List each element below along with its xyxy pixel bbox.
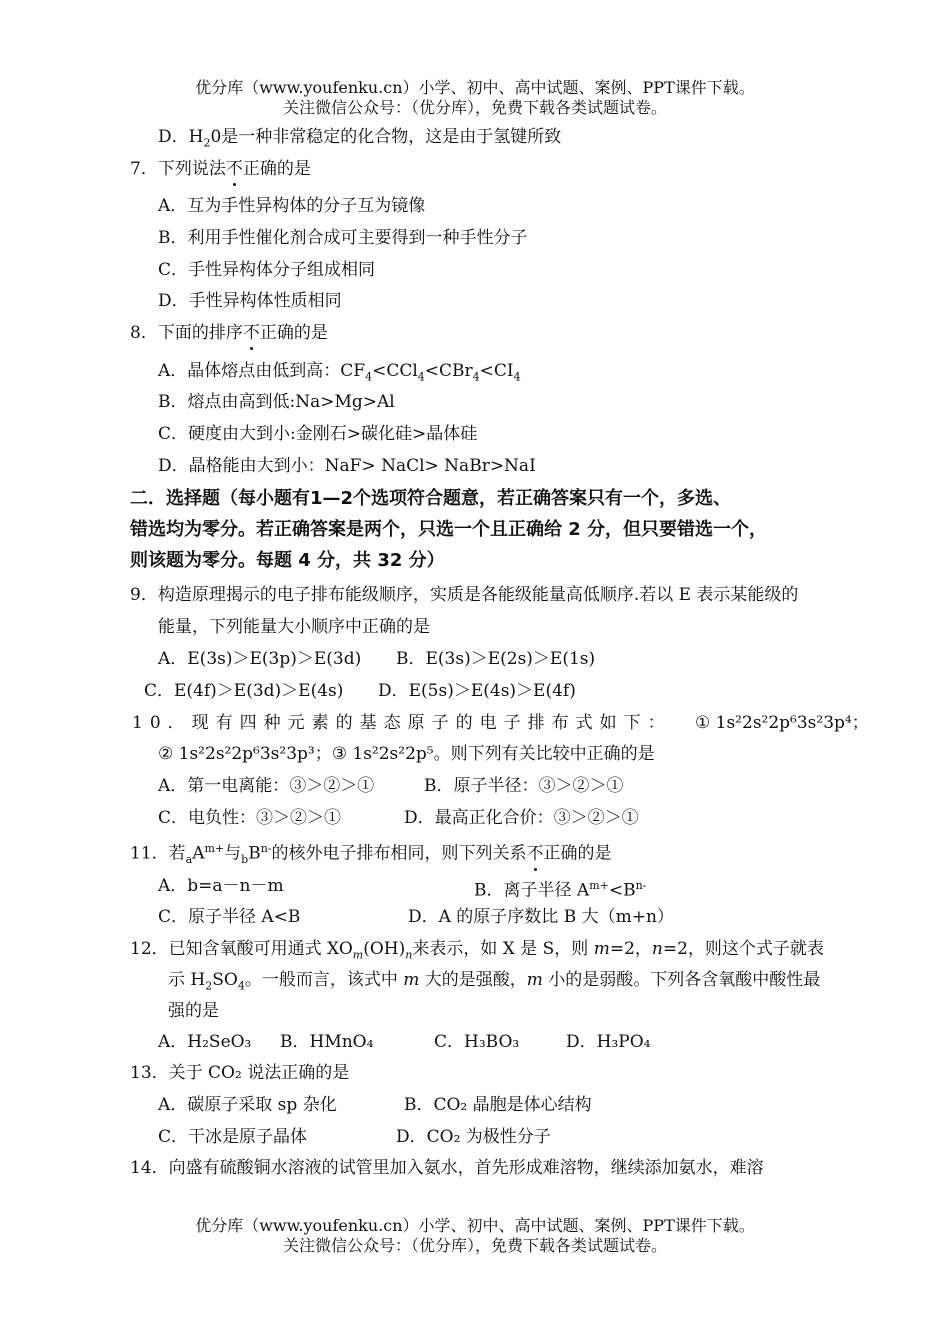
q10-option-d: D．最高正化合价：③＞②＞① <box>404 808 639 828</box>
page-footer-line2: 关注微信公众号：（优分库），免费下载各类试题试卷。 <box>282 1236 667 1255</box>
q7-option-d: D．手性异构体性质相同 <box>158 291 342 311</box>
section2-heading-line3: 则该题为零分。每题 4 分，共 32 分） <box>130 550 445 571</box>
q8-option-b: B．熔点由高到低:Na>Mg>Al <box>158 392 395 412</box>
q10-stem-line1: 10．现有四种元素的基态原子的电子排布式如下： <box>132 713 672 733</box>
q10-option-b: B．原子半径：③＞②＞① <box>424 776 624 796</box>
q10-stem-line2: ② 1s²2s²2p⁶3s²3p³；③ 1s²2s²2p⁵。则下列有关比较中正确的是 <box>158 744 655 764</box>
q9-option-a: A．E(3s)＞E(3p)＞E(3d) <box>158 649 362 669</box>
page-header-line2: 关注微信公众号：（优分库），免费下载各类试题试卷。 <box>282 98 667 117</box>
section2-heading-line2: 错选均为零分。若正确答案是两个，只选一个且正确给 2 分，但只要错选一个， <box>130 519 768 540</box>
emphasis-dot-char: 不 <box>242 323 260 343</box>
q13-option-b: B．CO₂ 晶胞是体心结构 <box>404 1095 592 1115</box>
q7-option-b: B．利用手性催化剂合成可主要得到一种手性分子 <box>158 228 528 248</box>
q10-config-1: ① 1s²2s²2p⁶3s²3p⁴； <box>695 713 869 733</box>
q9-option-b: B．E(3s)＞E(2s)＞E(1s) <box>396 649 596 669</box>
section2-heading-line1: 二．选择题（每小题有1—2个选项符合题意，若正确答案只有一个，多选、 <box>130 488 732 509</box>
q13-option-c: C．干冰是原子晶体 <box>158 1127 308 1147</box>
q8-stem: 8．下面的排序不正确的是 <box>130 323 328 343</box>
q12-stem-line1: 12．已知含氧酸可用通式 $XO_m(OH)_n$来表示，如 X 是 S，则 m=2，n=2，则这个式子就表 <box>130 939 824 962</box>
q9-option-c: C．E(4f)＞E(3d)＞E(4s) <box>144 681 344 701</box>
q13-option-d: D．CO₂ 为极性分子 <box>396 1127 551 1147</box>
q12-stem-line2: 示 $H_2SO_4$。一般而言，该式中 m 大的是强酸，m 小的是弱酸。下列各含氧酸中酸性最 <box>168 970 821 993</box>
q14-stem-line1: 14．向盛有硫酸铜水溶液的试管里加入氨水，首先形成难溶物，继续添加氨水，难溶 <box>130 1158 764 1178</box>
q12-option-a: A．H₂SeO₃ <box>158 1032 252 1052</box>
page-header-line1: 优分库（www.youfenku.cn）小学、初中、高中试题、案例、PPT课件下载。 <box>195 78 755 97</box>
q8-option-a: A．晶体熔点由低到高：$CF_4<CCl_4<CBr_4<CI_4$ <box>158 361 521 384</box>
q11-stem: 11．若$_aA^{m+}$与$_bB^{n-}$的核外电子排布相同，则下列关系不正确的是 <box>130 842 612 867</box>
q11-option-a: A．b=a－n－m <box>158 876 284 896</box>
q13-stem: 13．关于 CO₂ 说法正确的是 <box>130 1063 350 1083</box>
emphasis-dot-char: 不 <box>526 843 544 864</box>
q6-option-d: D．$H_20$是一种非常稳定的化合物，这是由于氢键所致 <box>158 127 562 150</box>
q12-option-c: C．H₃BO₃ <box>434 1032 520 1052</box>
q7-stem: 7．下列说法不正确的是 <box>130 159 311 179</box>
q7-option-a: A．互为手性异构体的分子互为镜像 <box>158 196 426 216</box>
q9-stem-line2: 能量，下列能量大小顺序中正确的是 <box>158 617 430 637</box>
q10-option-a: A．第一电离能：③＞②＞① <box>158 776 375 796</box>
q11-option-d: D．A 的原子序数比 B 大（m+n） <box>408 907 674 927</box>
q13-option-a: A．碳原子采取 sp 杂化 <box>158 1095 337 1115</box>
q9-option-d: D．E(5s)＞E(4s)＞E(4f) <box>378 681 576 701</box>
q10-option-c: C．电负性：③＞②＞① <box>158 808 342 828</box>
q12-option-b: B．HMnO₄ <box>280 1032 374 1052</box>
q11-option-c: C．原子半径 A<B <box>158 907 301 927</box>
q11-option-b: B．离子半径 $A^{m+}<B^{n-}$ <box>474 879 647 901</box>
q7-option-c: C．手性异构体分子组成相同 <box>158 260 376 280</box>
page-footer-line1: 优分库（www.youfenku.cn）小学、初中、高中试题、案例、PPT课件下载。 <box>195 1216 755 1235</box>
q8-option-d: D．晶格能由大到小：NaF> NaCl> NaBr>NaI <box>158 456 536 476</box>
q12-option-d: D．H₃PO₄ <box>566 1032 651 1052</box>
q8-option-c: C．硬度由大到小:金刚石>碳化硅>晶体硅 <box>158 424 478 444</box>
q9-stem-line1: 9．构造原理揭示的电子排布能级顺序，实质是各能级能量高低顺序.若以 E 表示某能级的 <box>130 585 799 605</box>
q12-stem-line3: 强的是 <box>168 1001 219 1021</box>
emphasis-dot-char: 不 <box>225 159 243 179</box>
